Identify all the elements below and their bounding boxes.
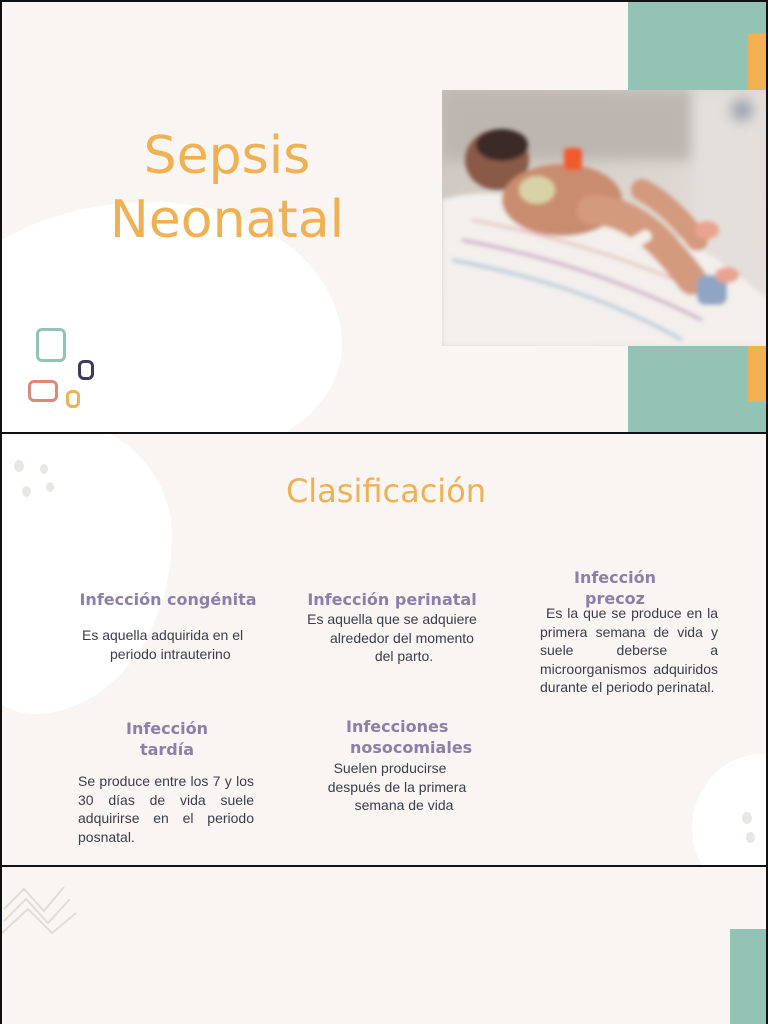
decorative-square-navy bbox=[78, 360, 94, 380]
body-nosocomial: Suelen producirse después de la primera semana de vida bbox=[327, 760, 467, 813]
classification-slide bbox=[0, 432, 768, 867]
decorative-zigzag-lines bbox=[2, 869, 92, 939]
heading-early: Infección precoz bbox=[574, 568, 656, 608]
slide-title bbox=[62, 124, 392, 252]
decorative-square-coral bbox=[28, 380, 58, 402]
heading-congenital: Infección congénita bbox=[79, 590, 257, 609]
body-congenital: Es aquella adquirida en el periodo intrauterino bbox=[82, 627, 244, 662]
title-slide bbox=[0, 0, 768, 434]
teal-accent-block bbox=[730, 929, 768, 1024]
title-line-1: Sepsis bbox=[143, 126, 311, 186]
body-late: Se produce entre los 7 y los 30 días de vida suele adquirirse en el periodo posnatal. bbox=[78, 773, 254, 845]
next-slide bbox=[0, 865, 768, 1024]
decorative-dot bbox=[14, 460, 24, 472]
newborn-illustration bbox=[442, 90, 768, 346]
decorative-square-orange bbox=[66, 390, 80, 408]
heading-late: Infección tardía bbox=[126, 719, 208, 759]
heading-perinatal: Infección perinatal bbox=[307, 590, 477, 609]
decorative-dot bbox=[746, 832, 755, 843]
body-perinatal: Es aquella que se adquiere alrededor del momento del parto. bbox=[307, 611, 477, 664]
decorative-square-teal bbox=[36, 328, 66, 362]
orange-accent-bar-top bbox=[748, 34, 768, 92]
body-early: Es la que se produce en la primera semana de vida y suele deberse a microorganismos adquiridos durante el periodo perinatal. bbox=[540, 605, 718, 695]
decorative-dot bbox=[742, 812, 752, 824]
newborn-photo bbox=[442, 90, 768, 346]
title-line-2: Neonatal bbox=[109, 190, 345, 250]
background-blob-right bbox=[692, 754, 768, 867]
section-title: Clasificación bbox=[285, 472, 487, 510]
heading-nosocomial: Infecciones nosocomiales bbox=[346, 717, 473, 757]
orange-accent-bar-bottom bbox=[748, 346, 768, 402]
